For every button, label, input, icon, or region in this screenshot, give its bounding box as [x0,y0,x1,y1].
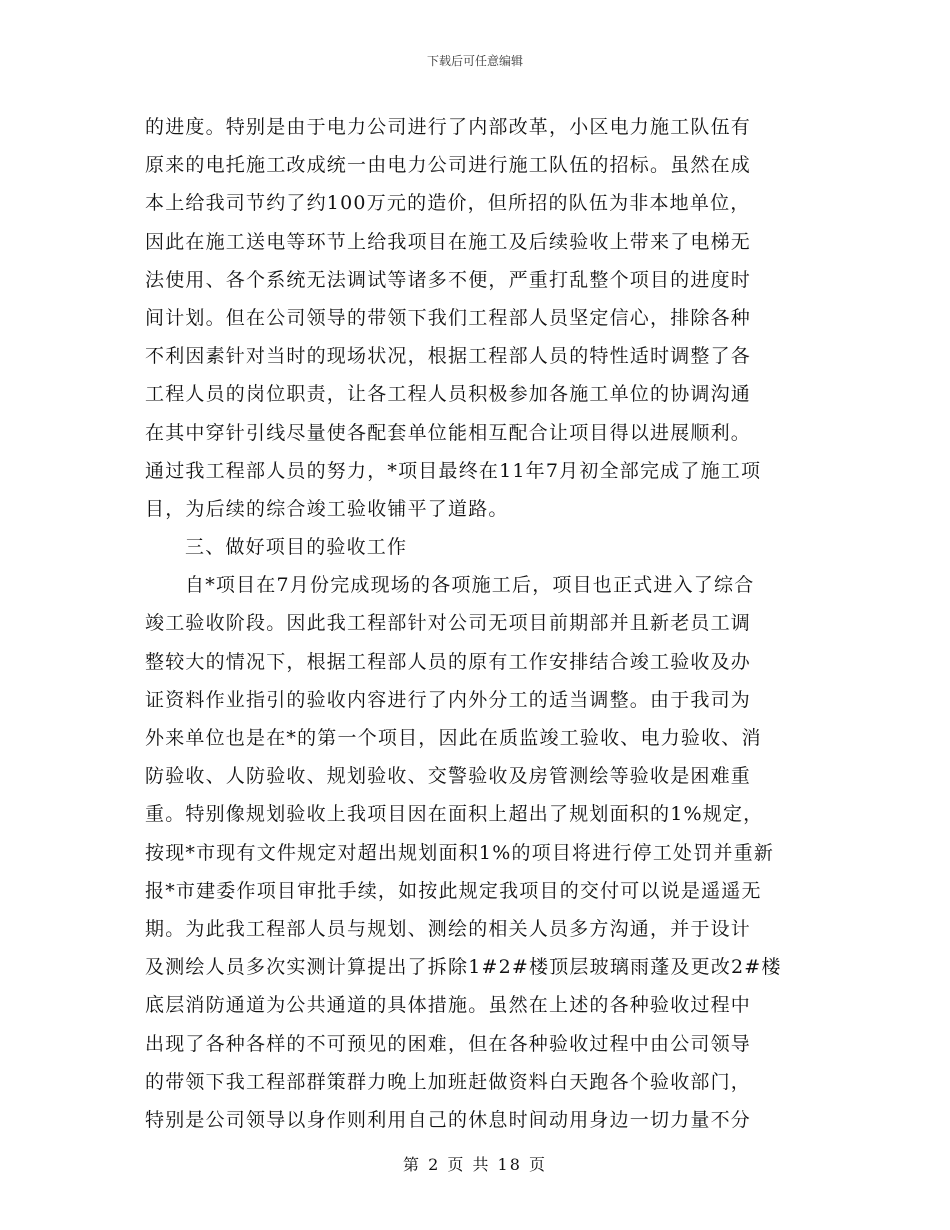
text-line: 法使用、各个系统无法调试等诸多不便，严重打乱整个项目的进度时 [145,268,752,291]
text-line: 竣工验收阶段。因此我工程部针对公司无项目前期部并且新老员工调 [145,612,752,635]
text-line: 外来单位也是在*的第一个项目，因此在质监竣工验收、电力验收、消 [145,727,762,749]
text-line: 本上给我司节约了约100万元的造价，但所招的队伍为非本地单位， [145,192,751,215]
text-line: 防验收、人防验收、规划验收、交警验收及房管测绘等验收是困难重 [145,765,752,788]
text-line: 期。为此我工程部人员与规划、测绘的相关人员多方沟通，并于设计 [145,917,752,940]
text-line: 重。特别像规划验收上我项目因在面积上超出了规划面积的1%规定， [145,803,764,826]
text-line: 及测绘人员多次实测计算提出了拆除1#2#楼顶层玻璃雨蓬及更改2#楼 [145,956,782,979]
page-header: 下载后可任意编辑 [426,54,523,68]
text-line: 的带领下我工程部群策群力晚上加班赶做资料白天跑各个验收部门， [145,1070,752,1093]
text-line: 原来的电托施工改成统一由电力公司进行施工队伍的招标。虽然在成 [145,154,752,177]
document-body [145,108,805,1139]
text-line: 报*市建委作项目审批手续，如按此规定我项目的交付可以说是遥遥无 [145,879,762,902]
text-line: 因此在施工送电等环节上给我项目在施工及后续验收上带来了电梯无 [145,230,752,253]
text-line: 在其中穿针引线尽量使各配套单位能相互配合让项目得以进展顺利。 [145,421,752,444]
text-line: 目，为后续的综合竣工验收铺平了道路。 [145,497,509,520]
text-line: 间计划。但在公司领导的带领下我们工程部人员坚定信心，排除各种 [145,306,752,329]
text-line: 工程人员的岗位职责，让各工程人员积极参加各施工单位的协调沟通 [145,383,752,406]
page-number-footer: 第 2 页 共 18 页 [403,1155,547,1174]
text-line: 特别是公司领导以身作则利用自己的休息时间动用身边一切力量不分 [145,1108,752,1131]
text-line: 整较大的情况下，根据工程部人员的原有工作安排结合竣工验收及办 [145,650,752,673]
text-line: 底层消防通道为公共通道的具体措施。虽然在上述的各种验收过程中 [145,994,752,1017]
text-line: 出现了各种各样的不可预见的困难，但在各种验收过程中由公司领导 [145,1032,752,1055]
text-line: 三、做好项目的验收工作 [185,536,408,559]
text-line: 自*项目在7月份完成现场的各项施工后，项目也正式进入了综合 [185,574,755,597]
text-line: 通过我工程部人员的努力，*项目最终在11年7月初全部完成了施工项 [145,459,762,482]
text-line: 不利因素针对当时的现场状况，根据工程部人员的特性适时调整了各 [145,345,752,368]
text-line: 按现*市现有文件规定对超出规划面积1%的项目将进行停工处罚并重新 [145,841,775,864]
text-line: 证资料作业指引的验收内容进行了内外分工的适当调整。由于我司为 [145,688,752,711]
text-line: 的进度。特别是由于电力公司进行了内部改革，小区电力施工队伍有 [145,116,752,138]
